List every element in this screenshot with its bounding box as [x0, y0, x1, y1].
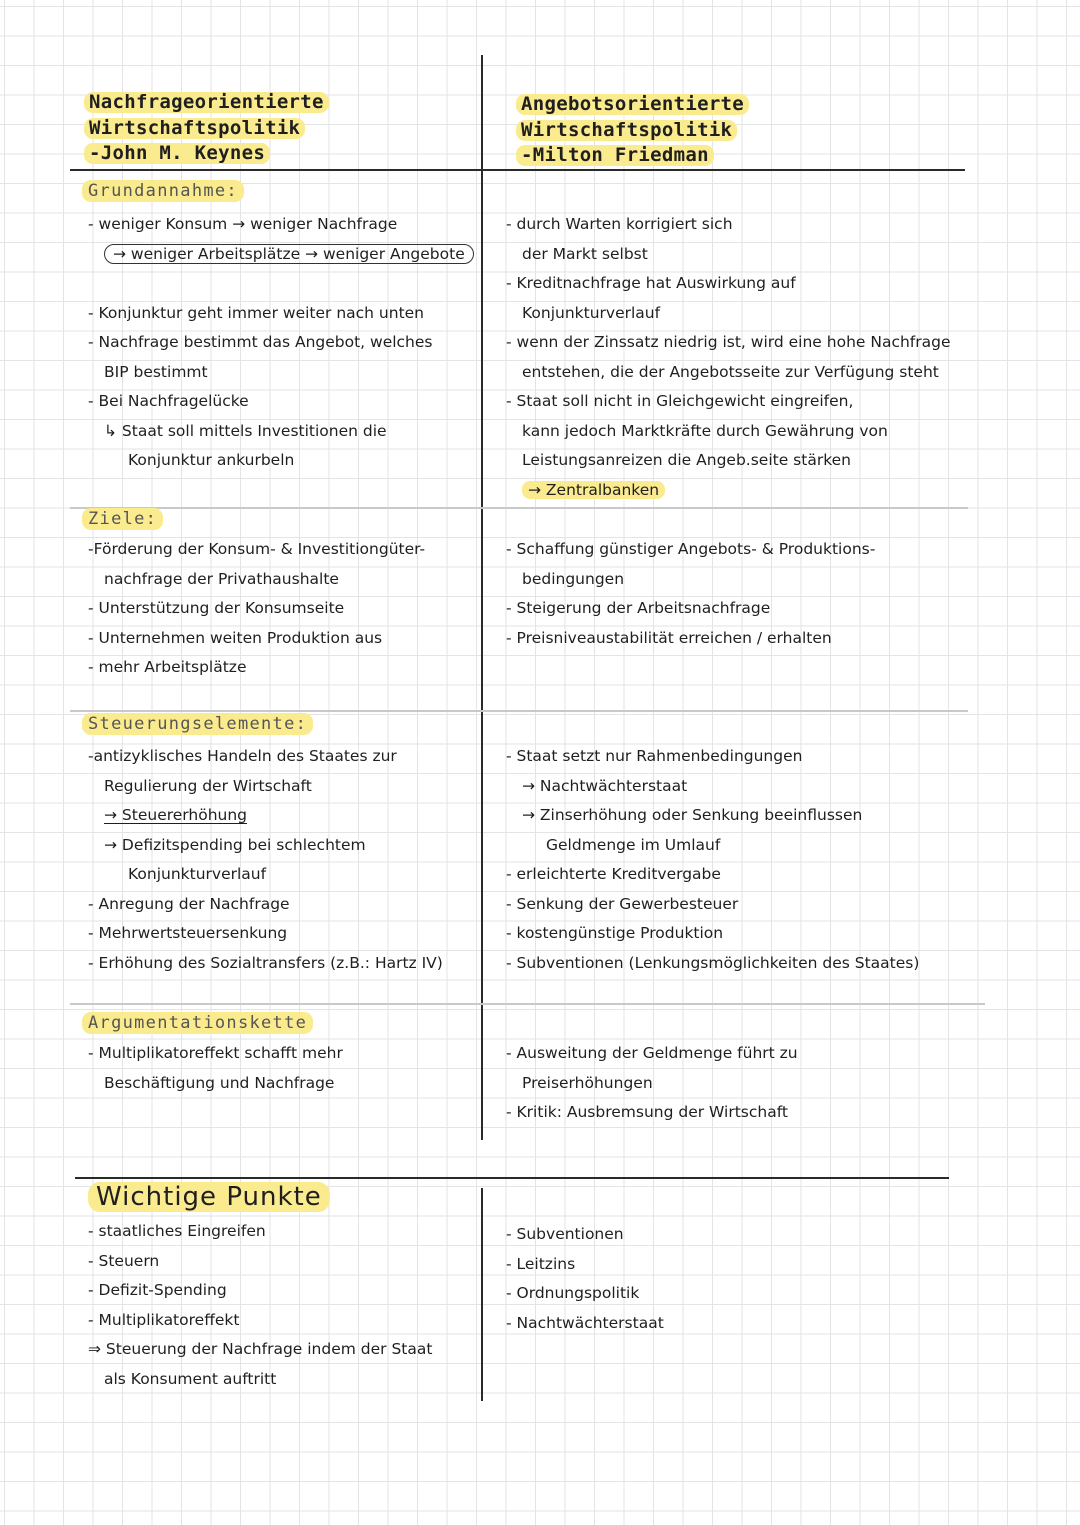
- list-item: ↳ Staat soll mittels Investitionen die: [104, 421, 387, 440]
- center-divider-bottom: [481, 1188, 483, 1401]
- divider-grundannahme-ziele: [70, 507, 968, 509]
- list-item: Konjunkturverlauf: [128, 865, 267, 883]
- ziele-left: [88, 535, 425, 683]
- list-item: → Zinserhöhung oder Senkung beeinflussen: [522, 806, 863, 824]
- list-item: - Leitzins: [506, 1254, 576, 1273]
- list-item: - mehr Arbeitsplätze: [88, 658, 247, 676]
- left-title-line-1: Nachfrageorientierte: [84, 92, 329, 113]
- list-item: [506, 476, 951, 506]
- list-item: nachfrage der Privathaushalte: [104, 569, 339, 588]
- list-item: - Subventionen: [506, 1225, 624, 1243]
- list-item: kann jedoch Marktkräfte durch Gewährung von: [522, 421, 888, 440]
- list-item: - durch Warten korrigiert sich: [506, 215, 733, 233]
- header-divider: [70, 169, 965, 171]
- list-item: Leistungsanreizen die Angeb.seite stärken: [522, 451, 851, 469]
- wichtig-right: [506, 1220, 664, 1338]
- left-title-line-3: -John M. Keynes: [84, 143, 270, 164]
- list-item: bedingungen: [522, 569, 625, 588]
- list-item: [88, 269, 474, 299]
- ziele-heading: Ziele:: [82, 509, 163, 529]
- right-title-line-2: Wirtschaftspolitik: [516, 120, 737, 141]
- right-title: [516, 92, 749, 169]
- list-item: - Unternehmen weiten Produktion aus: [88, 628, 383, 647]
- list-item: - Nachfrage bestimmt das Angebot, welches: [88, 333, 433, 351]
- list-item: - kostengünstige Produktion: [506, 924, 724, 942]
- list-item: → weniger Arbeitsplätze → weniger Angebote: [88, 240, 474, 270]
- right-title-line-3: -Milton Friedman: [516, 145, 714, 166]
- left-title: [84, 90, 329, 167]
- list-item: entstehen, die der Angebotsseite zur Verfügung steht: [522, 362, 939, 381]
- ziele-right: [506, 535, 875, 653]
- list-item: - Defizit-Spending: [88, 1281, 227, 1299]
- argumentation-heading: Argumentationskette: [82, 1013, 313, 1033]
- list-item: Konjunktur ankurbeln: [128, 451, 295, 469]
- list-item: → Defizitspending bei schlechtem: [104, 835, 366, 854]
- list-item: - Multiplikatoreffekt schafft mehr: [88, 1044, 343, 1062]
- list-item: - Ausweitung der Geldmenge führt zu: [506, 1044, 798, 1062]
- list-item: - Schaffung günstiger Angebots- & Produktions-: [506, 540, 876, 558]
- list-item: - Mehrwertsteuersenkung: [88, 924, 288, 942]
- list-item: - Kritik: Ausbremsung der Wirtschaft: [506, 1103, 788, 1121]
- grundannahme-left: [88, 210, 474, 476]
- list-item: als Konsument auftritt: [104, 1369, 277, 1388]
- argumentation-left: [88, 1039, 343, 1098]
- list-item: - Preisniveaustabilität erreichen / erhalten: [506, 628, 832, 647]
- list-item: - Staat soll nicht in Gleichgewicht eingreifen,: [506, 392, 854, 410]
- list-item: ⇒ Steuerung der Nachfrage indem der Staat: [88, 1340, 433, 1358]
- list-item: - Konjunktur geht immer weiter nach unten: [88, 303, 425, 322]
- list-item: - Steigerung der Arbeitsnachfrage: [506, 599, 771, 617]
- list-item: Konjunkturverlauf: [522, 303, 661, 322]
- list-item: - Senkung der Gewerbesteuer: [506, 894, 739, 913]
- argumentation-right: [506, 1039, 798, 1128]
- steuerung-heading: Steuerungselemente:: [82, 714, 313, 734]
- list-item: - staatliches Eingreifen: [88, 1222, 266, 1240]
- list-item: BIP bestimmt: [104, 362, 208, 381]
- list-item: - Staat setzt nur Rahmenbedingungen: [506, 747, 803, 765]
- left-title-line-2: Wirtschaftspolitik: [84, 118, 305, 139]
- list-item: → Nachtwächterstaat: [522, 776, 688, 795]
- wichtig-heading: Wichtige Punkte: [88, 1182, 330, 1212]
- list-item: der Markt selbst: [522, 244, 648, 263]
- right-title-line-1: Angebotsorientierte: [516, 94, 749, 115]
- list-item: - weniger Konsum → weniger Nachfrage: [88, 215, 398, 233]
- grundannahme-right: [506, 210, 951, 505]
- wichtig-left: [88, 1217, 432, 1394]
- divider-steuerung-argumentation: [70, 1003, 985, 1005]
- steuerung-left: [88, 742, 443, 978]
- list-item: - Unterstützung der Konsumseite: [88, 599, 345, 617]
- list-item: Regulierung der Wirtschaft: [104, 776, 312, 795]
- steuerung-right: [506, 742, 919, 978]
- list-item: - erleichterte Kreditvergabe: [506, 865, 721, 883]
- list-item: Beschäftigung und Nachfrage: [104, 1073, 335, 1092]
- grundannahme-heading: Grundannahme:: [82, 181, 244, 201]
- wichtig-divider: [75, 1177, 949, 1179]
- list-item: - Ordnungspolitik: [506, 1284, 640, 1302]
- list-item: - Erhöhung des Sozialtransfers (z.B.: Hartz IV): [88, 953, 443, 972]
- list-item: Geldmenge im Umlauf: [546, 835, 721, 854]
- list-item: -antizyklisches Handeln des Staates zur: [88, 747, 397, 765]
- center-divider-top: [481, 55, 483, 1140]
- list-item: - Anregung der Nachfrage: [88, 894, 290, 913]
- list-item: - Multiplikatoreffekt: [88, 1310, 240, 1329]
- list-item: - Subventionen (Lenkungsmöglichkeiten des Staates): [506, 953, 920, 972]
- list-item: → Steuererhöhung: [104, 806, 248, 824]
- list-item: - Kreditnachfrage hat Auswirkung auf: [506, 274, 796, 292]
- zentralbanken-highlight: → Zentralbanken: [522, 481, 665, 499]
- list-item: - Bei Nachfragelücke: [88, 392, 249, 410]
- list-item: - Steuern: [88, 1251, 160, 1270]
- list-item: Preiserhöhungen: [522, 1073, 653, 1092]
- list-item: -Förderung der Konsum- & Investitiongüter-: [88, 540, 426, 558]
- divider-ziele-steuerung: [70, 710, 968, 712]
- list-item: - Nachtwächterstaat: [506, 1313, 664, 1332]
- list-item: - wenn der Zinssatz niedrig ist, wird eine hohe Nachfrage: [506, 333, 951, 351]
